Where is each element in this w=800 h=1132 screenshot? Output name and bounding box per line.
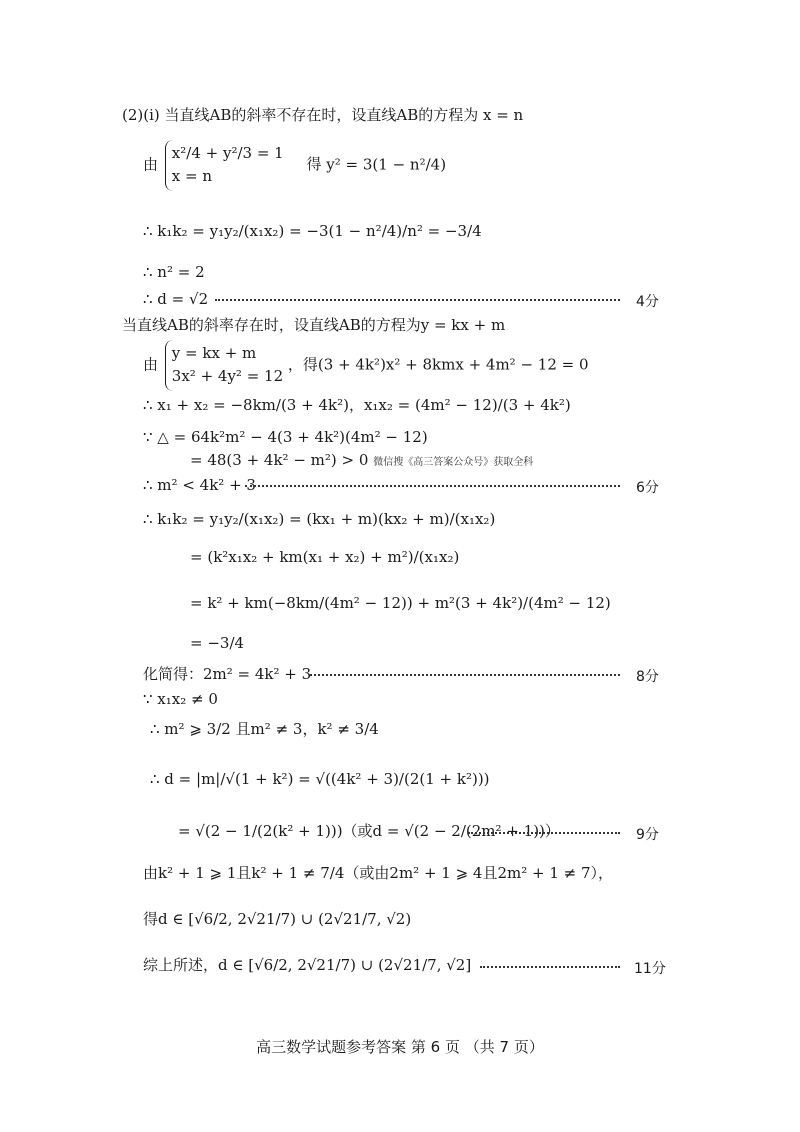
case2-ineq-text: ∴ m² < 4k² + 3 [143,476,256,494]
score-8: 8分 [636,669,659,685]
score-4: 4分 [636,294,659,310]
case2-delta-text2: = 48(3 + 4k² − m²) > 0 [190,451,369,469]
case2-k3-text: = k² + km(−8km/(4m² − 12)) + m²(3 + 4k²)/(4m² − 12) [190,594,611,612]
case2-delta-text1: ∵ △ = 64k²m² − 4(3 + 4k²)(4m² − 12) [143,428,428,446]
case2-neq-line [143,692,218,707]
score-6: 6分 [636,480,659,496]
case2-k4-line [190,636,244,651]
case2-k3-line [190,596,611,611]
case2-k1-line [143,512,495,527]
case2-system-line [143,340,589,391]
case2-cond-text: ∴ m² ⩾ 3/2 且m² ≠ 3，k² ≠ 3/4 [150,720,379,738]
case1-d-line [143,292,208,307]
case2-vieta-text: ∴ x₁ + x₂ = −8km/(3 + 4k²)，x₁x₂ = (4m² − 12)/(3 + 4k²) [143,396,571,414]
case1-you: 由 [143,155,159,174]
case2-k1-text: ∴ k₁k₂ = y₁y₂/(x₁x₂) = (kx₁ + m)(kx₂ + m)/(x₁x₂) [143,510,496,528]
leader-dots-11 [480,966,620,968]
case2-heading [122,318,505,333]
case2-k2-text: = (k²x₁x₂ + km(x₁ + x₂) + m²)/(x₁x₂) [190,548,460,566]
case2-d2-text: = √(2 − 1/(2(k² + 1)))（或d = √(2 − 2/(2m² + 1))） [178,822,560,840]
summary-text: 综上所述，d ∈ [√6/2, 2√21/7) ∪ (2√21/7, √2] [143,956,472,974]
leader-dots-9 [468,832,620,834]
case2-ineq-line [143,478,256,493]
case1-k-line [143,224,482,239]
case1-system-eq1: x²/4 + y²/3 = 1 [171,144,284,162]
watermark-note: 微信搜《高三答案公众号》获取全科 [373,457,534,468]
case2-range-cond-text: 由k² + 1 ⩾ 1且k² + 1 ≠ 7/4（或由2m² + 1 ⩾ 4且2m² + 1 ≠ 7）， [143,864,614,882]
case1-d-text: ∴ d = √2 [143,290,209,308]
case1-system-eq2: x = n [171,167,213,186]
case2-simplify-text: 化简得：2m² = 4k² + 3 [143,665,312,683]
case2-delta-line2 [190,453,533,468]
page-footer: 高三数学试题参考答案 第 6 页 （共 7 页） [256,1038,544,1056]
case2-k2-line [190,550,459,565]
case2-simplify-line [143,667,311,682]
summary-line [143,958,471,973]
case2-heading-text: 当直线AB的斜率存在时，设直线AB的方程为y = kx + m [122,316,506,334]
case2-d1-line [150,772,490,787]
case2-cond-line [150,722,379,737]
score-9: 9分 [636,827,659,843]
leader-dots-4 [215,299,620,301]
case1-n-text: ∴ n² = 2 [143,263,205,281]
case2-range-result-text: 得d ∈ [√6/2, 2√21/7) ∪ (2√21/7, √2) [143,910,412,928]
case2-system-brace [165,340,283,391]
case2-vieta-line [143,398,571,413]
case2-quadratic: ，得(3 + 4k²)x² + 8kmx + 4m² − 12 = 0 [287,355,589,374]
case2-d1-text: ∴ d = |m|/√(1 + k²) = √((4k² + 3)/(2(1 + k²))) [150,770,490,788]
case1-system-brace [165,140,284,191]
part-heading-text: (2)(ⅰ) 当直线AB的斜率不存在时，设直线AB的方程为 x = n [122,106,524,124]
case2-range-cond-line [143,866,613,881]
case2-you: 由 [143,355,159,374]
case2-system-eq1: y = kx + m [171,344,257,362]
case1-de: 得 [306,155,322,174]
case2-k4-text: = −3/4 [190,634,245,652]
case1-k-text: ∴ k₁k₂ = y₁y₂/(x₁x₂) = −3(1 − n²/4)/n² = −3/4 [143,222,482,240]
leader-dots-6 [245,485,620,487]
part-heading [122,108,523,123]
case2-range-result-line [143,912,411,927]
case1-system-line [143,140,446,191]
case2-system-eq2: 3x² + 4y² = 12 [171,367,284,386]
case2-delta-line1 [143,430,428,445]
leader-dots-8 [310,674,620,676]
case1-n-line [143,265,205,280]
case2-neq-text: ∵ x₁x₂ ≠ 0 [143,690,218,708]
case1-result: y² = 3(1 − n²/4) [326,155,447,174]
score-11: 11分 [634,961,666,977]
